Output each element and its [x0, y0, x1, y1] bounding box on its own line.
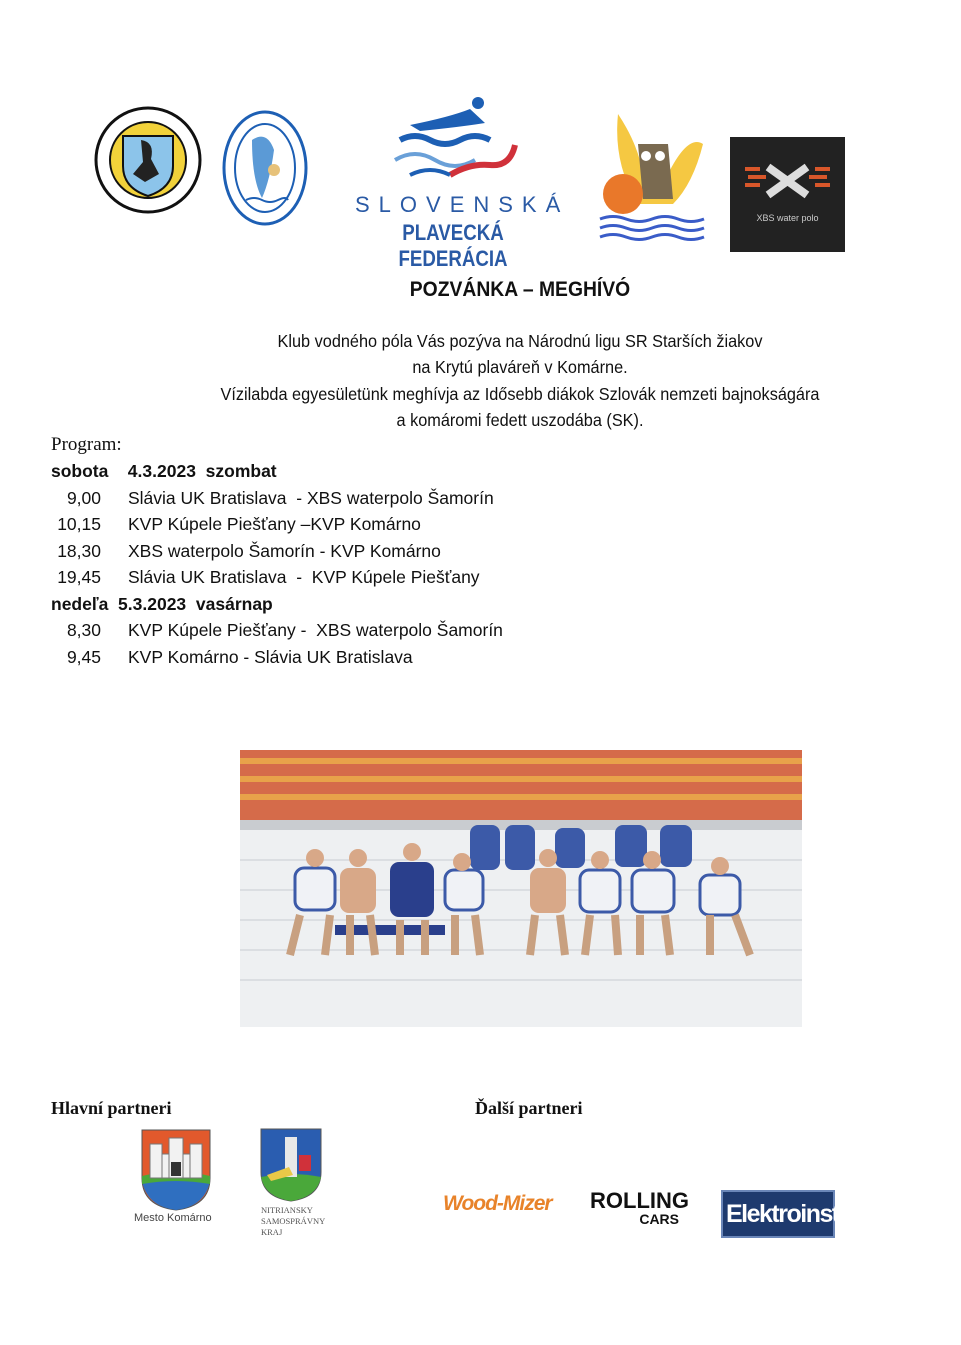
match-row: [51, 485, 503, 512]
match-schedule: [51, 458, 503, 670]
day-header: sobota 4.3.2023 szombat: [51, 461, 277, 481]
federation-name-line1: SLOVENSKÁ: [355, 192, 570, 217]
kupele-piestany-logo: [93, 104, 203, 216]
nitra-region-coat-of-arms: [259, 1127, 323, 1202]
rolling-cars-logo: [590, 1188, 689, 1228]
match-row: [51, 617, 503, 644]
match-teams: KVP Kúpele Piešťany - XBS waterpolo Šamorín: [128, 620, 503, 640]
intro-line: na Krytú plaváreň v Komárne.: [412, 357, 628, 378]
match-teams: KVP Kúpele Piešťany –KVP Komárno: [128, 514, 421, 534]
match-teams: KVP Komárno - Slávia UK Bratislava: [128, 646, 413, 667]
intro-line: Vízilabda egyesületünk meghívja az Idősebb diákok Szlovák nemzeti bajnokságára: [220, 383, 820, 404]
match-row: [51, 538, 503, 565]
other-partners-heading: Ďalší partneri: [475, 1098, 583, 1118]
nitra-label-line: NITRIANSKY: [261, 1205, 313, 1215]
match-time: 19,45: [57, 567, 101, 587]
day-header: nedeľa 5.3.2023 vasárnap: [51, 593, 273, 614]
sro-text: s.r.o.: [838, 1214, 860, 1224]
nitra-region-label: [261, 1205, 325, 1238]
invitation-text: [148, 328, 892, 433]
match-teams: Slávia UK Bratislava - KVP Kúpele Piešťany: [128, 567, 480, 587]
mesto-komarno-label: Mesto Komárno: [134, 1212, 212, 1224]
komarno-coat-of-arms: [140, 1128, 212, 1212]
match-time: 9,00: [66, 487, 101, 508]
match-row: [51, 511, 503, 538]
nitra-label-line: KRAJ: [261, 1227, 283, 1237]
match-time: 8,30: [66, 620, 101, 640]
xbs-logo-text: XBS water polo: [756, 213, 819, 223]
match-time: 10,15: [57, 514, 101, 534]
federation-name-line2: PLAVECKÁ FEDERÁCIA: [398, 220, 508, 271]
match-time: 9,45: [66, 646, 101, 667]
cars-text: CARS: [639, 1211, 679, 1227]
match-row: [51, 564, 503, 591]
elektroinst-logo: [721, 1190, 860, 1238]
elektroinst-text: Elektroinst: [726, 1200, 839, 1228]
match-time: 18,30: [57, 540, 101, 561]
match-teams: Slávia UK Bratislava - XBS waterpolo Šamorín: [128, 487, 494, 508]
nitra-label-line: SAMOSPRÁVNY: [261, 1216, 326, 1226]
swimmer-icon: [390, 95, 520, 187]
kvp-komarno-logo: [222, 110, 308, 226]
program-label: Program:: [51, 434, 122, 455]
team-photo: [240, 750, 802, 1027]
rolling-text: ROLLING: [590, 1188, 689, 1213]
intro-line: a komáromi fedett uszodába (SK).: [396, 409, 644, 430]
intro-line: Klub vodného póla Vás pozýva na Národnú ligu SR Starších žiakov: [277, 331, 763, 351]
match-teams: XBS waterpolo Šamorín - KVP Komárno: [128, 540, 441, 561]
match-row: [51, 644, 503, 671]
xbs-waterpolo-logo: [730, 137, 845, 252]
xbs-x-icon: [730, 137, 845, 217]
page-title: POZVÁNKA – MEGHÍVÓ: [409, 278, 631, 301]
main-partners-heading: Hlavní partneri: [51, 1098, 172, 1118]
owl-club-logo: [598, 104, 706, 242]
wood-mizer-logo: Wood-Mizer: [443, 1192, 552, 1215]
